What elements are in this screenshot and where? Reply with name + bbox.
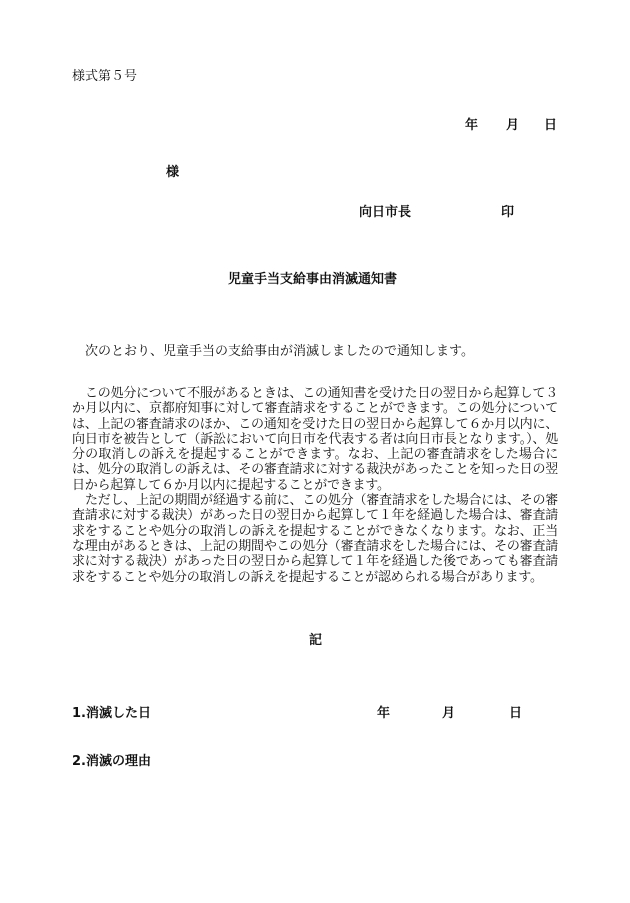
date-day-label: 日 bbox=[544, 118, 558, 133]
recipient-suffix: 様 bbox=[166, 165, 180, 180]
date-year-label: 年 bbox=[465, 118, 479, 133]
intro-text: 次のとおり、児童手当の支給事由が消滅しましたので通知します。 bbox=[85, 344, 474, 359]
item-date-year: 年 bbox=[377, 706, 391, 721]
item-date-day: 日 bbox=[509, 706, 523, 721]
date-month-label: 月 bbox=[506, 118, 520, 133]
ki-heading: 記 bbox=[309, 633, 323, 648]
document-title: 児童手当支給事由消滅通知書 bbox=[228, 272, 398, 287]
item-date-month: 月 bbox=[442, 706, 456, 721]
item-date-label: 1.消滅した日 bbox=[72, 706, 151, 721]
notice-paragraph: この処分について不服があるときは、この通知書を受けた日の翌日から起算して３か月以内に、京都府知事に対して審査請求をすることができます。この処分については、上記の審査請求のほか、この通知を受けた日の翌日から起算して６か月以内に、向日市を被告として（訴訟において向日市を代表する者は向日市長となります。）、処分の取消しの訴えを提起することができます。なお、上記の審査請求をした場合には、処分の取消しの訴えは、その審査請求に対する裁決があったことを知った日の翌日から起算して６か月以内に提起することができます。 bbox=[72, 386, 558, 493]
notice-paragraph: ただし、上記の期間が経過する前に、この処分（審査請求をした場合には、その審査請求に対する裁決）があった日の翌日から起算して１年を経過した場合は、審査請求をすることや処分の取消しの訴えを提起することができなくなります。なお、正当な理由があるときは、上記の期間やこの処分（審査請求をした場合には、その審査請求に対する裁決）があった日の翌日から起算して１年を経過した後であっても審査請求をすることや処分の取消しの訴えを提起することが認められる場合があります。 bbox=[72, 493, 558, 585]
notice-body bbox=[72, 386, 558, 585]
item-reason-label: 2.消滅の理由 bbox=[72, 754, 151, 769]
issuer-name: 向日市長 bbox=[359, 205, 412, 220]
seal-mark: 印 bbox=[501, 205, 515, 220]
form-number: 様式第５号 bbox=[72, 69, 138, 84]
